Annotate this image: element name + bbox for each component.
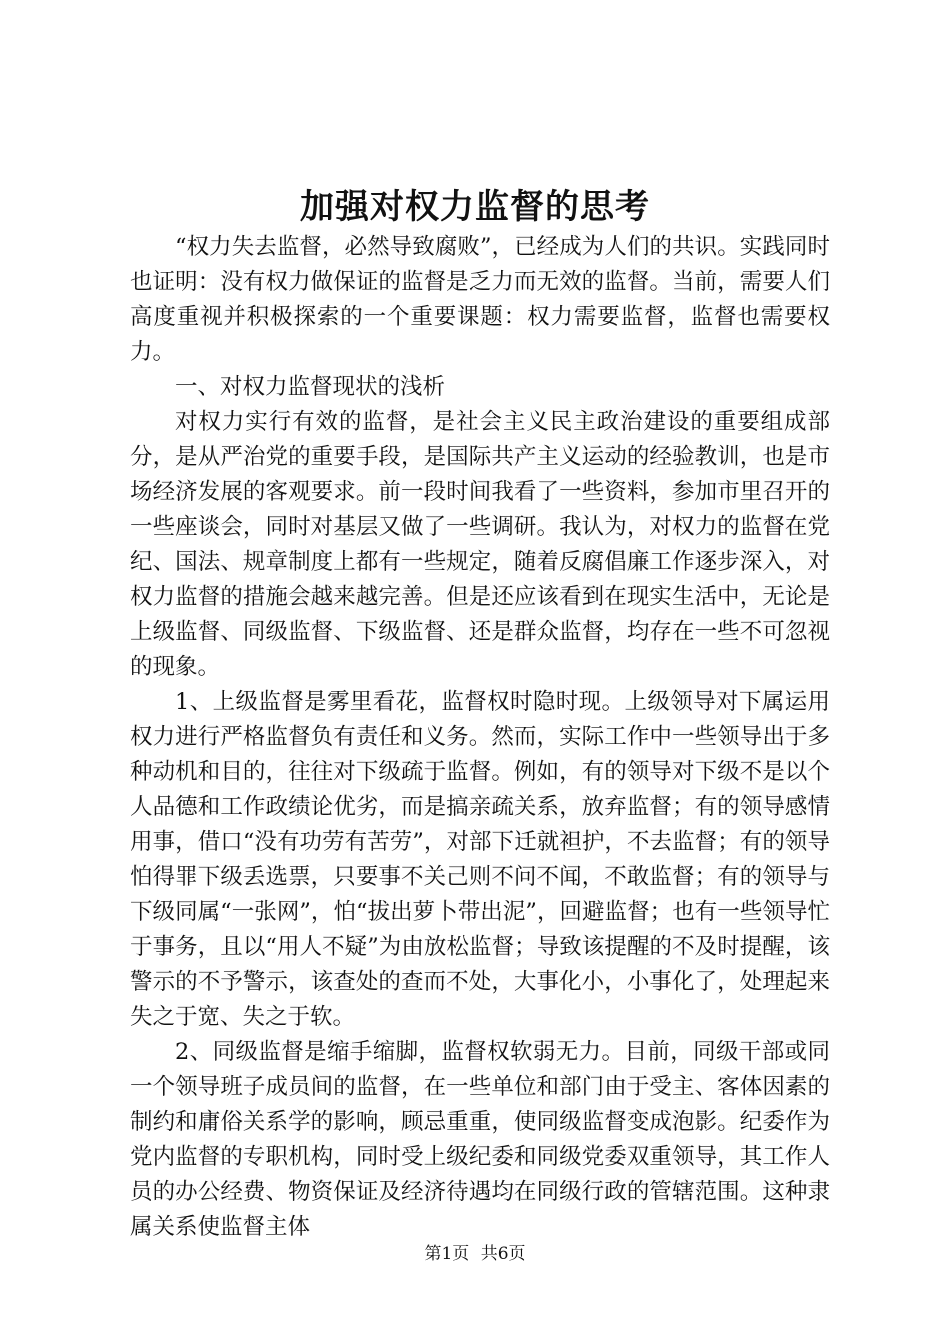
paragraph-point-2: 2、同级监督是缩手缩脚，监督权软弱无力。目前，同级干部或同一个领导班子成员间的监督，在一些单位和部门由于受主、客体因素的制约和庸俗关系学的影响，顾忌重重，使同级监督变成泡影。纪委作为党内监督的专职机构，同时受上级纪委和同级党委双重领导，其工作人员的办公经费、物资保证及经济待遇均在同级行政的管辖范围。这种隶属关系使监督主体 <box>130 1039 830 1240</box>
page-total: 共6页 <box>480 1244 526 1264</box>
paragraph-intro: “权力失去监督，必然导致腐败”，已经成为人们的共识。实践同时也证明：没有权力做保证的监督是乏力而无效的监督。当前，需要人们高度重视并积极探索的一个重要课题：权力需要监督，监督也需要权力。 <box>130 234 830 365</box>
paragraph-point-1: 1、上级监督是雾里看花，监督权时隐时现。上级领导对下属运用权力进行严格监督负有责任和义务。然而，实际工作中一些领导出于多种动机和目的，往往对下级疏于监督。例如，有的领导对下级不是以个人品德和工作政绩论优劣，而是搞亲疏关系，放弃监督；有的领导感情用事，借口“没有功劳有苦劳”，对部下迁就袒护，不去监督；有的领导怕得罪下级丢选票，只要事不关己则不问不闻，不敢监督；有的领导与下级同属“一张网”，怕“拔出萝卜带出泥”，回避监督；也有一些领导忙于事务，且以“用人不疑”为由放松监督；导致该提醒的不及时提醒，该警示的不予警示，该查处的查而不处，大事化小，小事化了，处理起来失之于宽、失之于软。 <box>130 689 830 1030</box>
page-number: 第1页 <box>424 1244 470 1264</box>
paragraph-analysis: 对权力实行有效的监督，是社会主义民主政治建设的重要组成部分，是从严治党的重要手段，是国际共产主义运动的经验教训，也是市场经济发展的客观要求。前一段时间我看了一些资料，参加市里召开的一些座谈会，同时对基层又做了一些调研。我认为，对权力的监督在党纪、国法、规章制度上都有一些规定，随着反腐倡廉工作逐步深入，对权力监督的措施会越来越完善。但是还应该看到在现实生活中，无论是上级监督、同级监督、下级监督、还是群众监督，均存在一些不可忽视的现象。 <box>130 409 830 680</box>
document-body <box>130 230 830 1245</box>
page-footer <box>0 1243 950 1265</box>
document-title: 加强对权力监督的思考 <box>300 187 650 227</box>
section-heading: 一、对权力监督现状的浅析 <box>175 374 446 400</box>
